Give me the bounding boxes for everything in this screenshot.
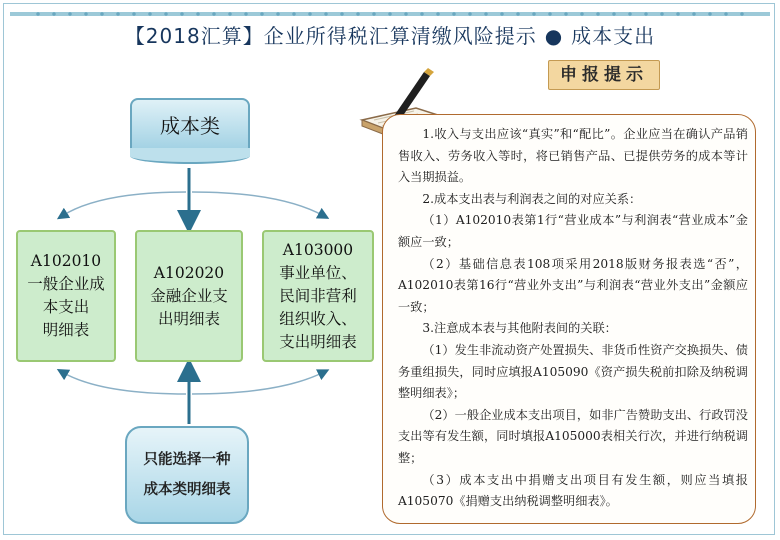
table-a102020-label: A102020 金融企业支 出明细表 (150, 263, 228, 328)
note-item: 3.注意成本表与其他附表间的关联： (422, 321, 617, 336)
title-dot: ● (544, 24, 564, 48)
note-item: （1）A102010表第1行“营业成本”与利润表“营业成本”金额应一致； (398, 213, 748, 249)
title-left: 【2018汇算】企业所得税汇算清缴风险提示 (124, 24, 537, 48)
right-curve-arrow (192, 192, 324, 216)
right-bottom-curve-arrow (192, 372, 324, 394)
table-a103000-label: A103000 事业单位、 民间非营利 组织收入、 支出明细表 (279, 240, 357, 351)
table-a102010-box (16, 230, 116, 362)
left-bottom-curve-arrow (62, 372, 186, 394)
note-item: （2）基础信息表108项采用2018版财务报表选“否”，A102010表第16行“营业外支出”与利润表“营业外支出”金额应一致； (398, 256, 748, 314)
cost-category-box: 成本类 (130, 98, 250, 154)
note-item: （1）发生非流动资产处置损失、非货币性资产交换损失、债务重组损失，同时应填报A105090《资产损失税前扣除及纳税调整明细表》； (398, 342, 748, 401)
note-item: 1.收入与支出应该“真实”和“配比”。企业应当在确认产品销售收入、劳务收入等时，将已销售产品、已提供劳务的成本等计入当期损益。 (398, 127, 748, 185)
table-a102020-box (135, 230, 243, 362)
note-item: 2.成本支出表与利润表之间的对应关系： (422, 191, 642, 206)
choose-one-label: 只能选择一种 成本类明细表 (143, 452, 231, 498)
table-a102010-label: A102010 一般企业成 本支出 明细表 (27, 252, 105, 339)
hint-banner: 申报提示 (548, 60, 660, 90)
title-right: 成本支出 (571, 24, 656, 48)
note-item: （3）成本支出中捐赠支出项目有发生额，则应当填报A105070《捐赠支出纳税调整明细表》。 (398, 472, 748, 509)
left-curve-arrow (62, 192, 186, 216)
choose-one-box (125, 426, 249, 524)
table-a103000-box (262, 230, 374, 362)
note-item: （2）一般企业成本支出项目，如非广告赞助支出、行政罚没支出等有发生额，同时填报A105000表相关行次，并进行纳税调整； (398, 407, 748, 465)
